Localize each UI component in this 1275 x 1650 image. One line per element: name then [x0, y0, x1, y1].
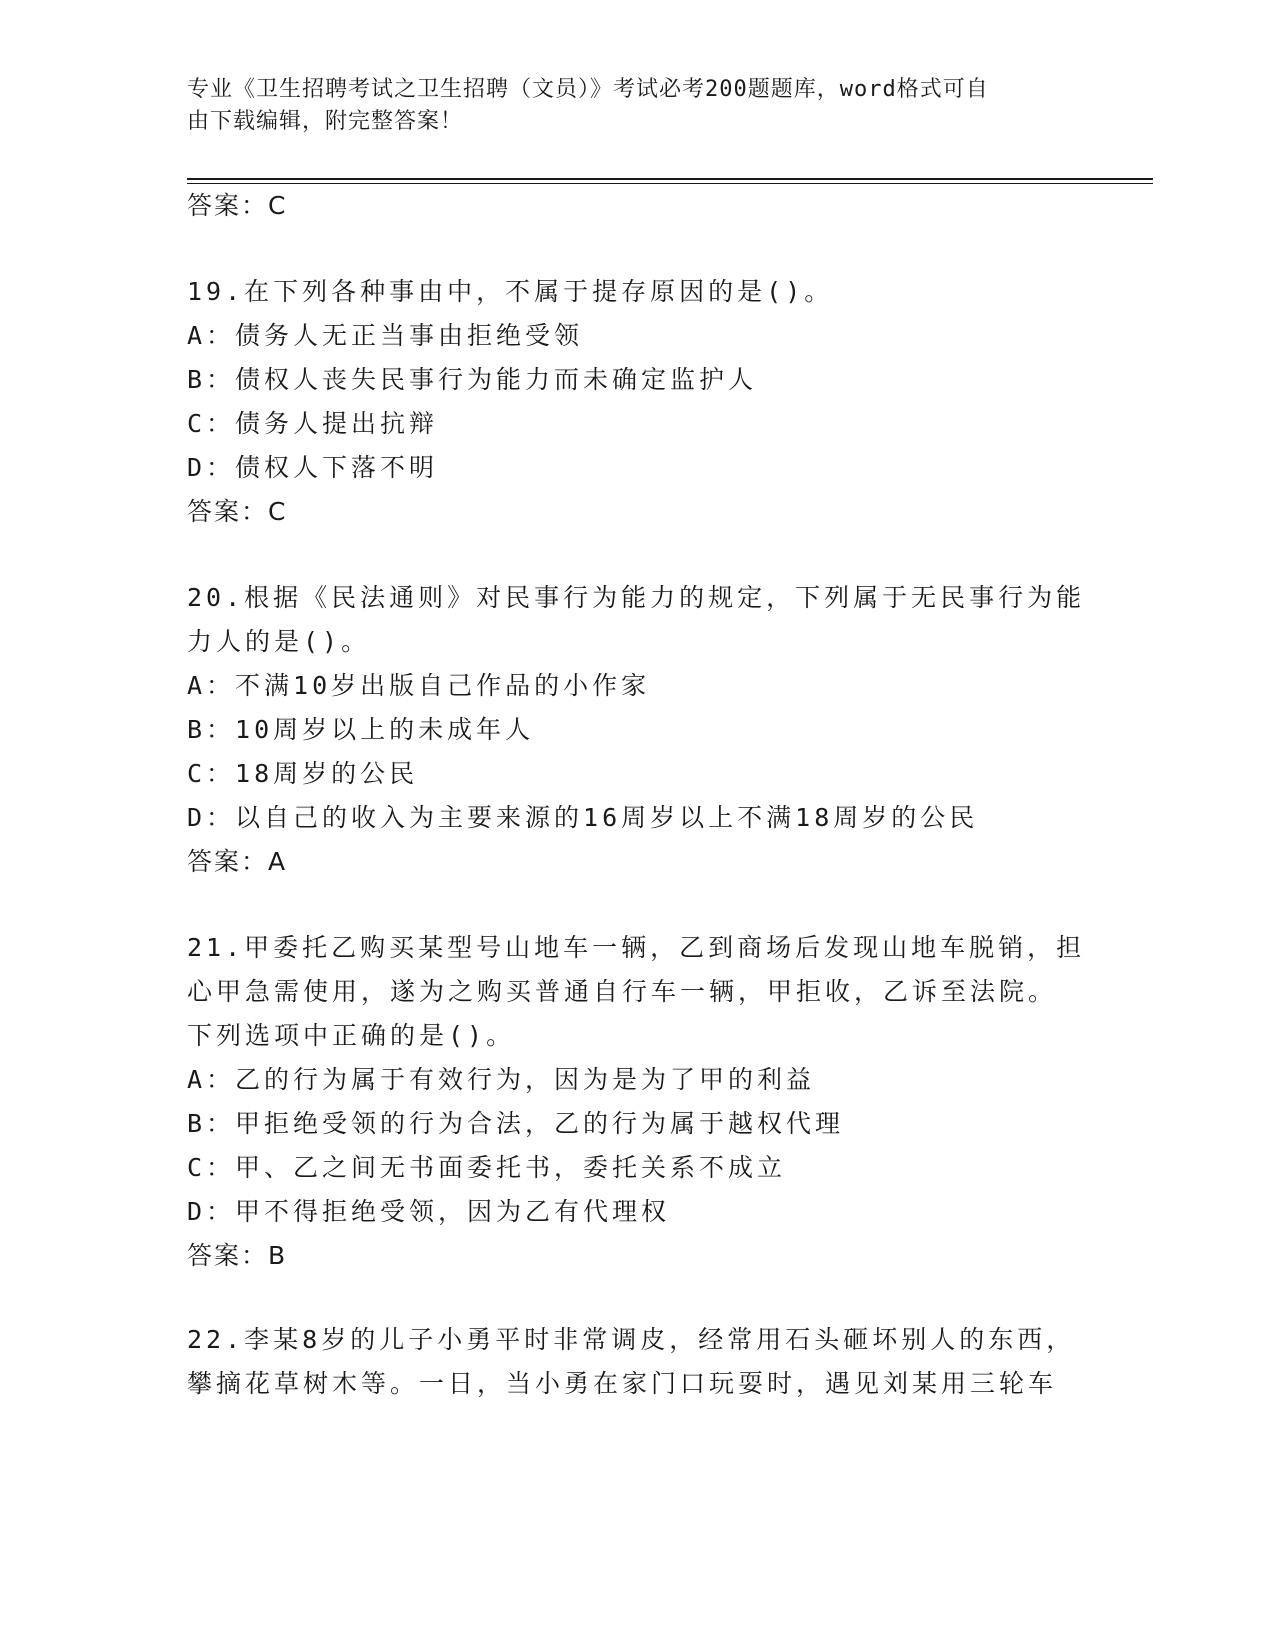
question-20-option-b: B：10周岁以上的未成年人	[187, 715, 535, 744]
question-21-option-d: D：甲不得拒绝受领，因为乙有代理权	[187, 1197, 671, 1226]
document-header	[187, 74, 1067, 138]
question-22-stem-line-2: 攀摘花草树木等。一日，当小勇在家门口玩耍时，遇见刘某用三轮车	[187, 1369, 1058, 1398]
question-21-option-b: B：甲拒绝受领的行为合法，乙的行为属于越权代理	[187, 1109, 845, 1138]
question-21-option-c: C：甲、乙之间无书面委托书，委托关系不成立	[187, 1153, 787, 1182]
question-22-stem-line-1: 22.李某8岁的儿子小勇平时非常调皮，经常用石头砸坏别人的东西，	[187, 1325, 1076, 1354]
question-20-stem-line-1: 20.根据《民法通则》对民事行为能力的规定，下列属于无民事行为能	[187, 583, 1086, 612]
question-21-stem-line-3: 下列选项中正确的是()。	[187, 1021, 516, 1050]
header-rule-thin	[187, 183, 1153, 184]
question-20-option-c: C：18周岁的公民	[187, 759, 419, 788]
question-21-answer: 答案：B	[187, 1241, 288, 1270]
question-21-stem-line-1: 21.甲委托乙购买某型号山地车一辆，乙到商场后发现山地车脱销，担	[187, 933, 1086, 962]
question-20-option-d: D：以自己的收入为主要来源的16周岁以上不满18周岁的公民	[187, 803, 979, 832]
question-19-option-a: A：债务人无正当事由拒绝受领	[187, 321, 584, 350]
question-19-option-c: C：债务人提出抗辩	[187, 409, 439, 438]
question-20-option-a: A：不满10岁出版自己作品的小作家	[187, 671, 651, 700]
question-21-option-a: A：乙的行为属于有效行为，因为是为了甲的利益	[187, 1065, 816, 1094]
question-21-stem-line-2: 心甲急需使用，遂为之购买普通自行车一辆，甲拒收，乙诉至法院。	[187, 977, 1058, 1006]
header-rule-thick	[187, 178, 1153, 180]
question-19-answer: 答案：C	[187, 497, 288, 526]
question-19-option-b: B：债权人丧失民事行为能力而未确定监护人	[187, 365, 758, 394]
question-20-answer: 答案：A	[187, 847, 288, 876]
question-19-option-d: D：债权人下落不明	[187, 453, 439, 482]
question-19-stem: 19.在下列各种事由中，不属于提存原因的是()。	[187, 277, 834, 306]
header-line-2: 由下载编辑，附完整答案！	[187, 109, 464, 134]
question-20-stem-line-2: 力人的是()。	[187, 627, 371, 656]
header-line-1: 专业《卫生招聘考试之卫生招聘（文员）》考试必考200题题库，word格式可自	[187, 77, 989, 102]
answer-prev: 答案：C	[187, 191, 288, 220]
